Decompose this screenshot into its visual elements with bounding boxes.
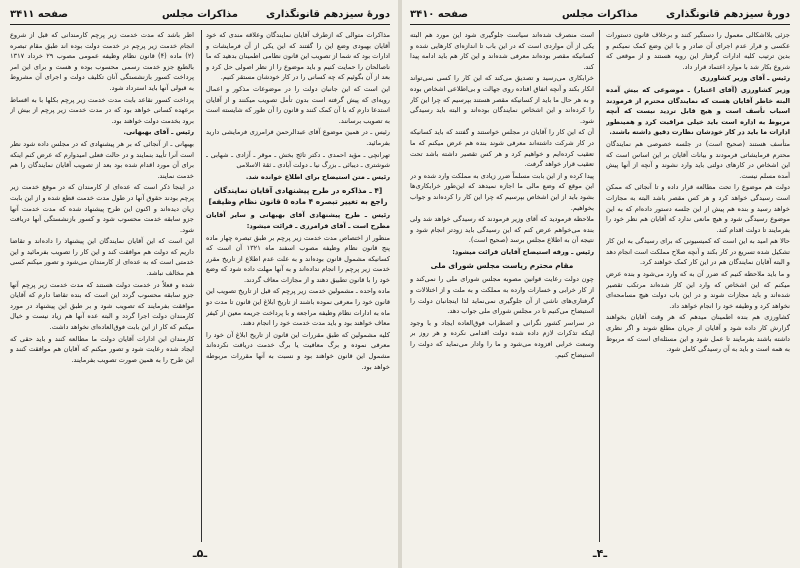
body-paragraph: این است که این جانبان دولت را در موضوعات مذکور و اعمال رویه‌ای که پیش گرفته است بدون تأمل تصویب میکنند و از آقایان استدعا دارم که با آن کمک کنند و قانون را آن طور که شایسته است به تصویب برسانند. [206, 84, 390, 125]
speaker-paragraph: وزیر کشاورزی (آقای اعتبار) ـ موضوعی که بیش آمده البته خاطر آقایان هست که نمایندگان محترم از فرمودند اسباب تأسف است و هیچ قابل تردید نیست که آنچه مربوط به اداره است باید خیلی مراقبت کرد و همینطور ادارات ما باید در کار خودشان نظارت دقیق داشته باشند. [606, 85, 790, 137]
speaker-paragraph: رئیس ـ ورقه استیضاح آقایان قرائت میشود: [452, 247, 594, 256]
body-paragraph: کشاورزی هم بنده اطمینان میدهم که هر وقت آقایان بخواهند گزارش کار داده شود و آقایان از جریان مطلع شوند و اگر نظری داشته باشند بفرمایند تا عمل شود و این مسئله‌ای است که مربوط به همه است و باید به آن رسیدگی کامل شود. [606, 313, 790, 354]
left-header-page-number: صفحه ۳۴۱۱ [10, 9, 69, 20]
body-paragraph: خرابکاری می‌رسید و تصدیق می‌کند که این کار را کسی نمی‌تواند انکار بکند و آنچه اتفاق افتاده روی جهالت و بی‌اطلاعی اشخاص بوده و به هر حال ما باید از کسانیکه مقصر هستند بپرسیم که چرا این کار را کرده‌اند و این اشخاص نمایندگان بوده‌اند و البته باید رسیدگی شود. [410, 74, 594, 125]
body-paragraph: و ما باید ملاحظه کنیم که ضرر آن به که وارد می‌شود و بنده عرض میکنم که این اشخاص که وارد این کار شده‌اند مرتکب تقصیر شده‌اند و باید مجازات شوند و در این باب دولت هیچ مسامحه‌ای نخواهد کرد و وظیفه خود را انجام خواهد داد. [606, 270, 790, 310]
body-paragraph: کلیه مشمولین که طبق مقررات این قانون از تاریخ ابلاغ آن خود را معرفی نموده و برگ معافیت یا برگ خدمت دریافت نکرده‌اند مشمول این قانون خواهند بود و نسبت به آنها مقررات مربوطه خواهد بود. [206, 330, 390, 371]
body-paragraph: کارمندان این ادارات آقایان دولت ما مطالعه کنند و باید حقی که ایجاد شده رعایت شود و تصور میکنم که آقایان هم موافقت کنند و این طرح را به همین صورت تصویب بفرمایند. [10, 334, 194, 364]
body-paragraph: تهرانچی ـ مؤید احمدی ـ دکتر تائج بخش ـ موقر ـ آزادی ـ شهابی ـ شوشتری ـ دیبائی ـ بزرگ نیا ـ دولت آبادی ـ ثقة الاسلامی [206, 150, 390, 170]
body-paragraph: شده و فعلاً در خدمت دولت هستند که مدت خدمت زیر پرچم آنها جزو سابقه محسوب گردد این است که بنده تقاضا دارم که آقایان موافقت بفرمایند که تصویب شود و بر طبق این پیشنهاد در مورد کارمندان دولت اجرا گردد و البته عده آنها هم زیاد نیست و خیال میکنم که کار از این بابت فوق‌العاده‌ای نخواهد داشت. [10, 280, 194, 332]
body-paragraph: ملاحظه فرمودید که آقای وزیر فرمودند که رسیدگی خواهد شد ولی بنده می‌خواهم عرض کنم که این رسیدگی باید زودتر انجام شود و نتیجه آن به اطلاع مجلس برسد (صحیح است). [410, 215, 594, 245]
body-paragraph: در سراسر کشور نگرانی و اضطراب فوق‌العاده ایجاد و با وجود اینکه تذکرات لازم داده شده دولت اقدامی نکرده و هر روز بر وسعت خرابی افزوده می‌شود و ما را وادار می‌نماید که دولت را استیضاح کنیم. [410, 318, 594, 359]
right-page [400, 0, 800, 568]
left-header-session: دورهٔ سیزدهم قانونگذاری [265, 9, 390, 20]
body-paragraph: آن که این کار را آقایان در مجلس خواستند و گفتند که باید کسانیکه در کار شرکت داشته‌اند معرفی شوند بنده هم عرض میکنم که ما تعقیب کرده‌ایم و خواهیم کرد و هر کس تقصیر داشته باشد تحت تعقیب قرار خواهد گرفت. [410, 128, 594, 169]
right-header-page-number: صفحه ۳۴۱۰ [410, 9, 469, 20]
right-page-right-column [606, 30, 790, 542]
body-paragraph: این است که این آقایان نمایندگان این پیشنهاد را داده‌اند و تقاضا داریم که دولت هم موافقت کند و این کار را تصویب بفرمائید و این خدمتی است که به عده‌ای از کارمندان می‌شود و تصور میکنم کسی هم مخالف نباشد. [10, 237, 194, 278]
column-divider [599, 30, 600, 542]
speaker-paragraph: رئیس ـ آقای وزیر کشاورزی [699, 74, 790, 83]
body-paragraph: متأسف هستند (صحیح است) در جلسه خصوصی هم نمایندگان محترم فرمایشاتی فرمودند و بیانات آقایان بر این اساس است که این اشخاص در کارهای دولتی باید وارد نشوند و آنچه از آنها پیش آمده مسلم نیست. [606, 139, 790, 180]
body-paragraph: منظور از اختصاص مدت خدمت زیر پرچم بر طبق تبصره چهار ماده پنج قانون نظام وظیفه مصوب اسفند ماه ۱۳۲۱ آن است که کسانیکه مشمول قانون بوده‌اند و به علت عدم اطلاع از تاریخ مقرر خدمت زیر پرچم را انجام نداده‌اند و به آنها مهلت داده شود که وضع خود را با قانون تطبیق دهند و از مجازات معاف گردند. [206, 233, 390, 284]
body-paragraph: دولت هم موضوع را تحت مطالعه قرار داده و تا آنجائی که ممکن است رسیدگی خواهد کرد و هر کس مقصر باشد البته به مجازات خواهد رسید و بنده هم پیش از این جلسه دستور داده‌ام که به این موضوع رسیدگی شود و هیچ مانعی ندارد که آقایان هم نظر خود را بفرمایند تا دولت اقدام کند. [606, 183, 790, 234]
body-paragraph: ماده واحده ـ مشمولین خدمت زیر پرچم که قبل از تاریخ تصویب این قانون خود را معرفی نموده باشند از تاریخ ابلاغ این قانون تا مدت دو ماه به ادارات نظام وظیفه مراجعه و با پرداخت جریمه معین از کیفر معاف خواهند بود و باید مدت خدمت خود را انجام دهند. [206, 287, 390, 328]
left-page-header [10, 6, 390, 25]
right-page-left-column [410, 30, 594, 542]
left-header-title: مذاکرات مجلس [161, 9, 238, 20]
body-paragraph: جزئی بلااشکالی معمول را دستگیر کنند و برخلاف قانون دستورات عکسی و قرار عدم اجرای آن صادر و با این وضع کمک نمیکنم و بدین ترتیب کلیه ادارات گرفتار این رویه هستند و از موقعی که شروع بکار شد با موارد اعتماد قرار داد. [606, 31, 790, 71]
right-page-header [410, 6, 790, 25]
body-paragraph: چون دولت رعایت قوانین مصوبه مجلس شورای ملی را نمی‌کند و از کار خرابی و خسارات وارده به مملکت و به ملت و از اختلالات و گرفتاری‌های ناشی از آن جلوگیری نمی‌نماید لذا اینجانبان دولت را استیضاح می‌کنیم تا در مجلس شورای ملی جواب دهد. [410, 275, 594, 316]
body-paragraph: رئیس ـ در همین موضوع آقای عبدالرحمن فرامرزی فرمایشی دارید بفرمائید. [206, 128, 390, 147]
body-paragraph: اظر باشد که مدت خدمت زیر پرچم کارمندانی که قبل از شروع انجام خدمت زیر پرچم در خدمت دولت بوده اند طبق مقام تبصره (۲) ماده (۴) قانون نظام وظیفه عمومی مصوب ۲۹ خرداد ۱۳۱۷ بالطبع جزو خدمت رسمی محسوب بوده و هست و برای این امر پرداخت کسور بازنشستگی آنان تکلیف دولت و اجرای آن مشروط به قبولی آنها باید استرداد شود. [10, 31, 194, 92]
speaker-paragraph: رئیس ـ طرح پیشنهادی آقای بهبهانی و سایر آقایان مطرح است ـ آقای فرامرزی ـ قرائت میشود: [206, 211, 390, 230]
section-heading: [۴ ـ مذاکره در طرح پیشنهادی آقایان نمایندگان راجع به تغییر تبصره ۴ ماده ۵ قانون نظام وظیفه] [208, 186, 388, 207]
speaker-paragraph: رئیس ـ آقای بهبهانی. [123, 128, 194, 137]
speaker-paragraph: رئیس ـ متن استیضاح برای اطلاع خوانده شد. [245, 172, 390, 181]
body-paragraph: پیدا کرده و از این بابت مسلماً ضرر زیادی به مملکت وارد شده و در این موقع که وضع مالی ما اجازه نمیدهد که این‌طور خرابکاری‌ها بشود باید از این اشخاص بپرسیم که چرا این کار را کرده‌اند و جواب بخواهیم. [410, 171, 594, 212]
right-header-title: مذاکرات مجلس [561, 9, 638, 20]
body-paragraph: است منصرف شده‌اند سیاست جلوگیری شود این مورد هم البته یکی از آن مواردی است که در این باب تا اندازه‌ای کارهایی شده و کسانیکه مقصر بوده‌اند معرفی شده‌اند و این کار هم باید ادامه پیدا کند. [410, 31, 594, 71]
body-paragraph: در اینجا ذکر است که عده‌ای از کارمندان که در موقع خدمت زیر پرچم بودند حقوق آنها در طول مدت خدمت قطع شده و از این بابت زیان دیده‌اند و اکنون این طرح پیشنهاد شده که مدت خدمت آنها جزو سابقه خدمت محسوب شود و کسور بازنشستگی آنها دریافت شود. [10, 183, 194, 234]
left-page-right-column [206, 30, 390, 542]
left-page-left-column [10, 30, 194, 542]
left-page-footer-number: ـ۵ـ [192, 547, 208, 560]
body-paragraph: حالا هم امید به این است که کمیسیونی که برای رسیدگی به این کار تشکیل شده تسریع در کار بکند و آنچه صلاح مملکت است انجام دهد و البته آقایان نمایندگان هم در این کار کمک خواهند کرد. [606, 237, 790, 267]
body-paragraph: بهبهانی ـ از آنجائی که بر هر پیشنهادی که در مجلس داده شود نظر است آنرا تأیید بنمایند و در حالت فعلی امیدوارم که عرض کنم اینکه برای آن مورد اقدام شده بود بعد از تصویب آقایان نمایندگان را هم خدمت نمایند. [10, 139, 194, 180]
column-divider [201, 30, 202, 542]
right-page-footer-number: ـ۴ـ [592, 547, 608, 560]
section-heading: مقام محترم ریاست مجلس شورای ملی [430, 261, 574, 271]
body-paragraph: پرداخت کسور نقاعد بابت مدت خدمت زیر پرچم بکلها با به اقساط برعهده کسانی خواهد بود که در مدت خدمت زیر پرچم از بیش از برود بخدمت دولت خواهند بود. [10, 95, 194, 125]
body-paragraph: مذاکرات متوالی که ازطرف آقایان نمایندگان وعلاقه مندی که خود آقایان بهبودی وضع این را گفتند که این یکی از آن فرمایشات و ادارات بود که شما از تصویب این قانون نظامی اطمینان بدهید که ما ناصالحان را حمایت کنیم و باید موضوع را از نظر اصولی حل کرد و بعد از آن بگوئیم که چه کسانی را در کار خودشان مستقر کنیم. [206, 31, 390, 82]
right-header-session: دورهٔ سیزدهم قانونگذاری [665, 9, 790, 20]
